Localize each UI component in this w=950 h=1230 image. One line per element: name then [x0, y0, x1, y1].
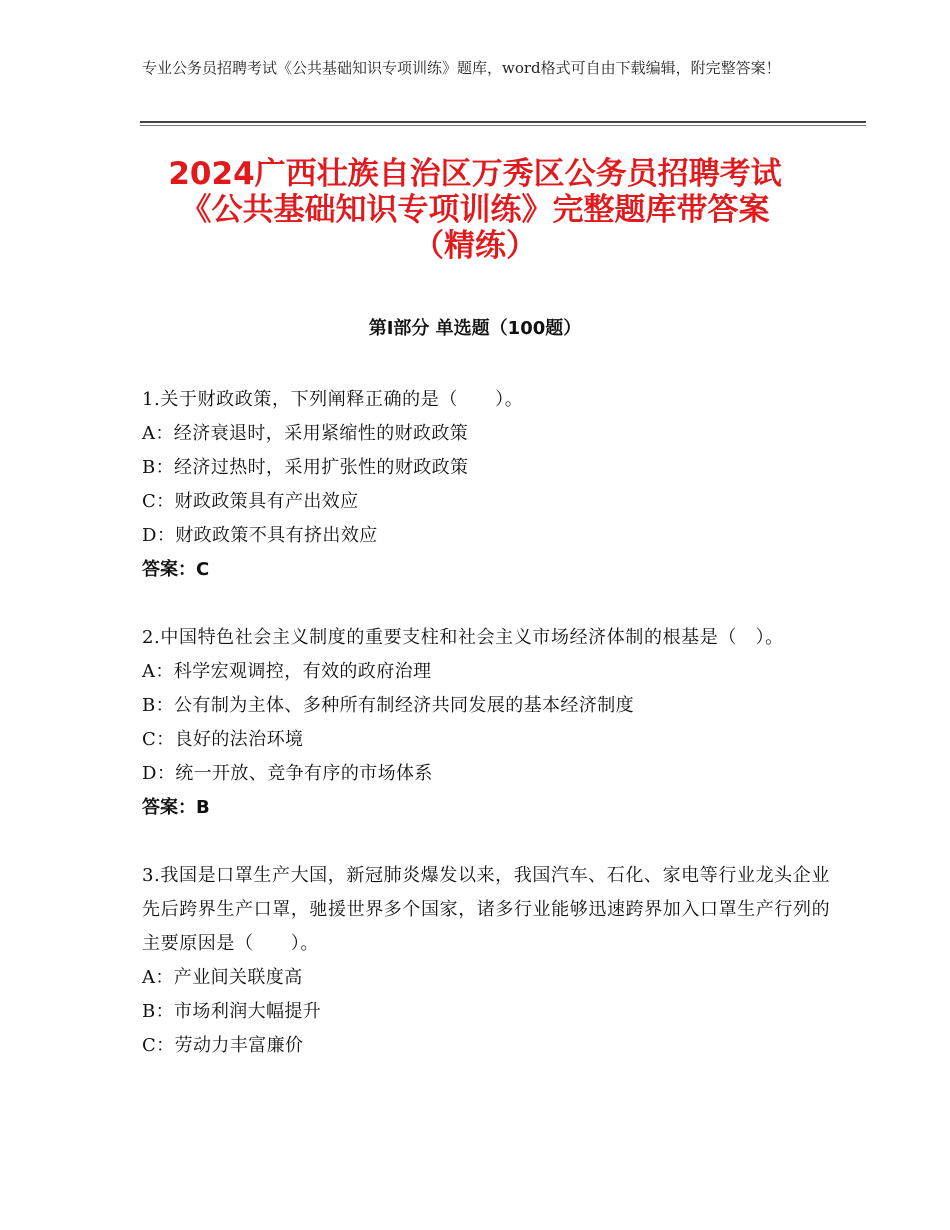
option-c: C：劳动力丰富廉价 — [142, 1035, 304, 1056]
question-3 — [142, 859, 842, 1063]
option-c: C：良好的法治环境 — [142, 729, 304, 750]
question-stem: 1.关于财政政策，下列阐释正确的是（ ）。 — [142, 389, 524, 410]
question-2 — [142, 621, 842, 825]
answer: 答案：C — [142, 559, 210, 580]
title-line-2: 《公共基础知识专项训练》完整题库带答案 — [180, 192, 770, 228]
header-rule — [140, 121, 866, 123]
option-b: B：市场利润大幅提升 — [142, 1001, 322, 1022]
answer: 答案：B — [142, 797, 210, 818]
option-c: C：财政政策具有产出效应 — [142, 491, 359, 512]
option-d: D：统一开放、竞争有序的市场体系 — [142, 763, 433, 784]
header-rule-thin — [140, 125, 866, 126]
question-stem: 3.我国是口罩生产大国，新冠肺炎爆发以来，我国汽车、石化、家电等行业龙头企业先后跨界生产口罩，驰援世界多个国家，诸多行业能够迅速跨界加入口罩生产行列的主要原因是（ ）。 — [142, 865, 831, 954]
option-a: A：经济衰退时，采用紧缩性的财政政策 — [142, 423, 469, 444]
title-line-1: 2024广西壮族自治区万秀区公务员招聘考试 — [168, 156, 782, 192]
document-title — [100, 156, 850, 264]
question-stem: 2.中国特色社会主义制度的重要支柱和社会主义市场经济体制的根基是（ ）。 — [142, 627, 784, 648]
header-note: 专业公务员招聘考试《公共基础知识专项训练》题库，word格式可自由下载编辑，附完整答案！ — [142, 59, 781, 77]
question-1 — [142, 383, 842, 587]
question-list — [142, 383, 842, 1097]
option-b: B：经济过热时，采用扩张性的财政政策 — [142, 457, 469, 478]
option-b: B：公有制为主体、多种所有制经济共同发展的基本经济制度 — [142, 695, 635, 716]
option-a: A：产业间关联度高 — [142, 967, 303, 988]
option-d: D：财政政策不具有挤出效应 — [142, 525, 378, 546]
section-title: 第Ⅰ部分 单选题（100题） — [368, 318, 582, 339]
title-line-3: （精练） — [413, 228, 537, 264]
option-a: A：科学宏观调控，有效的政府治理 — [142, 661, 432, 682]
